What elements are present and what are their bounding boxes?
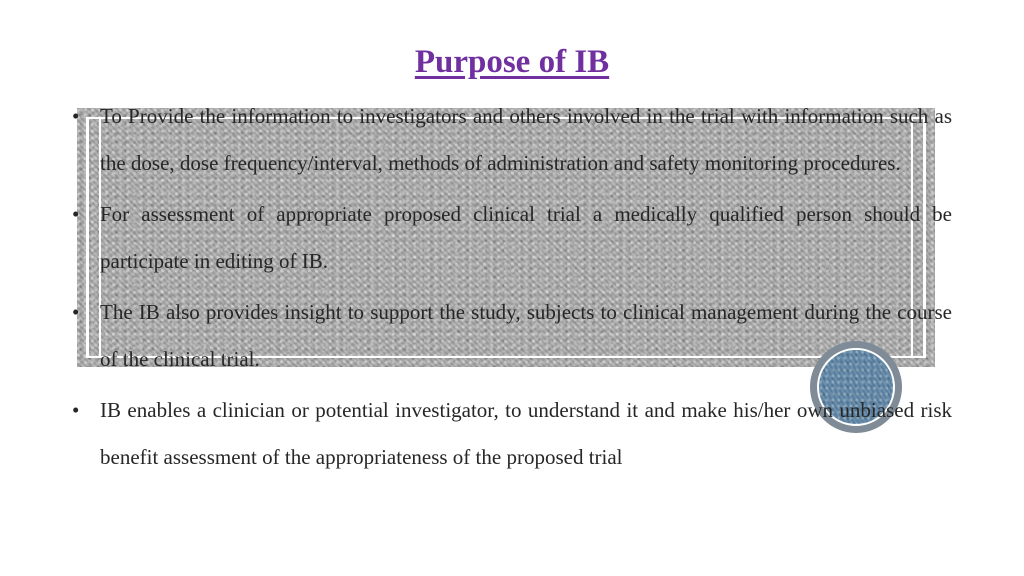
slide-title: Purpose of IB (414, 44, 610, 80)
bullet-item-3 (72, 289, 952, 383)
bullet-icon: • (72, 300, 80, 324)
bullet-icon: • (72, 104, 80, 128)
bullet-icon: • (72, 202, 80, 226)
bullet-text: IB enables a clinician or potential investigator, to understand it and make his/her own unbiased risk benefit assessment of the appropriateness of the proposed trial (100, 398, 952, 469)
bullet-text: To Provide the information to investigators and others involved in the trial with information such as the dose, dose frequency/interval, methods of administration and safety monitoring procedures. (100, 104, 952, 175)
bullet-item-4 (72, 387, 952, 481)
bullet-item-1 (72, 93, 952, 187)
bullet-list (72, 93, 952, 485)
bullet-text: For assessment of appropriate proposed clinical trial a medically qualified person should be participate in editing of IB. (100, 202, 952, 273)
bullet-text: The IB also provides insight to support the study, subjects to clinical management during the course of the clinical trial. (100, 300, 952, 371)
bullet-icon: • (72, 398, 80, 422)
bullet-item-2 (72, 191, 952, 285)
